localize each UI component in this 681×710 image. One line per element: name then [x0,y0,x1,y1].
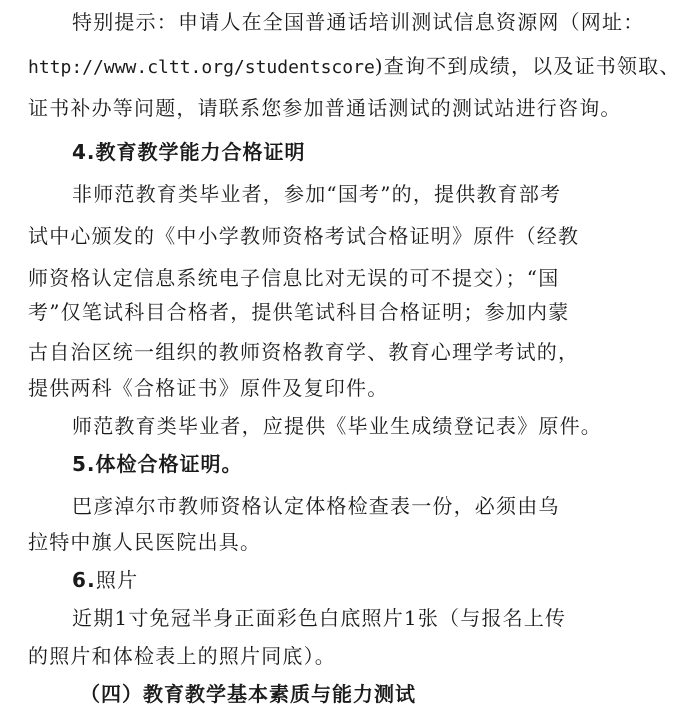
section-6-heading [72,568,138,592]
section-5-line-2: 拉特中旗人民医院出具。 [28,530,262,554]
part-4-title: （四）教育教学基本素质与能力测试 [80,682,416,706]
notice-url: http://www.cltt.org/studentscore [28,57,375,78]
section-6-line-2: 的照片和体检表上的照片同底）。 [28,644,336,668]
section-4-p1-line-6: 提供两科《合格证书》原件及复印件。 [28,376,389,400]
section-4-p1-line-5: 古自治区统一组织的教师资格教育学、教育心理学考试的， [28,340,580,364]
notice-line-2 [28,54,681,80]
section-5-title: 5.体检合格证明。 [72,452,243,476]
section-6-title: 照片 [95,568,139,592]
section-6-number: 6. [72,568,96,592]
section-4-p2: 师范教育类毕业者，应提供《毕业生成绩登记表》原件。 [72,414,602,438]
section-4-title: 4.教育教学能力合格证明 [72,140,306,164]
notice-line-3: 证书补办等问题，请联系您参加普通话测试的测试站进行咨询。 [28,96,622,120]
notice-line-2-rest: )查询不到成绩，以及证书领取、 [374,54,681,78]
section-4-p1-line-3: 师资格认定信息系统电子信息比对无误的可不提交）；“国 [28,266,560,290]
section-5-line-1: 巴彦淖尔市教师资格认定体格检查表一份，必须由乌 [72,494,560,518]
notice-line-1: 特别提示：申请人在全国普通话培训测试信息资源网（网址： [72,10,645,34]
section-4-p1-line-2: 试中心颁发的《中小学教师资格考试合格证明》原件（经教 [28,224,580,248]
section-4-p1-line-1: 非师范教育类毕业者，参加“国考”的，提供教育部考 [72,182,562,206]
section-4-p1-line-4: 考”仅笔试科目合格者，提供笔试科目合格证明；参加内蒙 [28,300,570,324]
section-6-line-1: 近期1寸免冠半身正面彩色白底照片1张（与报名上传 [72,606,567,630]
